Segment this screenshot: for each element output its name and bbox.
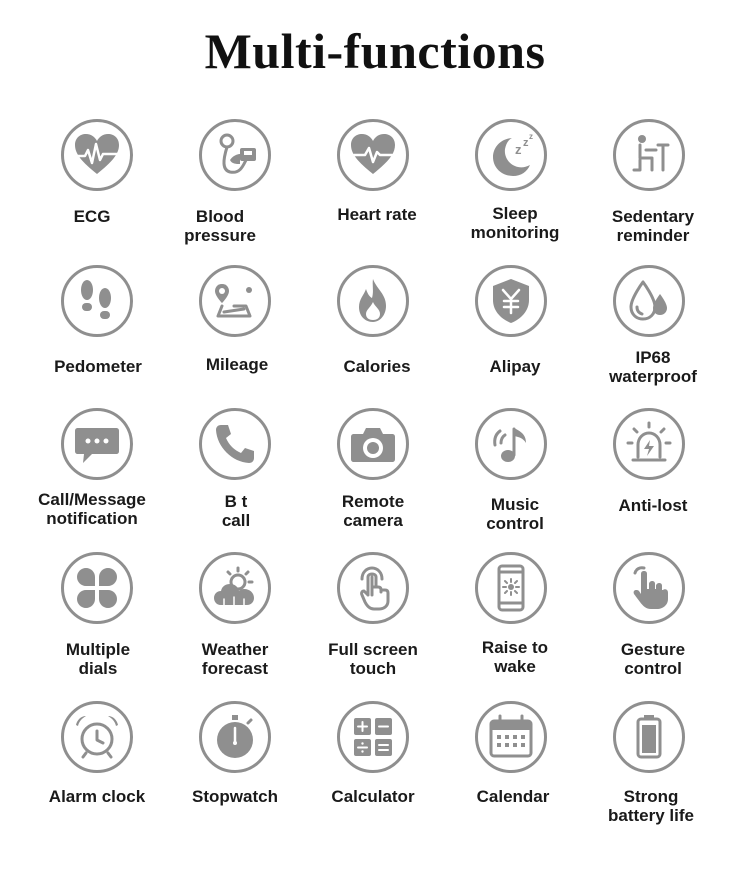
flame-icon [337,265,409,337]
feature-label: Full screen touch [328,640,418,678]
page-title: Multi-functions [204,23,546,79]
feature-label: IP68 waterproof [609,348,697,386]
feature-label: Sleep monitoring [470,204,560,242]
feature-label: Multiple dials [65,640,131,678]
battery-icon [613,701,685,773]
feature-label: Sedentary reminder [611,207,695,245]
feature-label: Calculator [331,787,415,806]
sun-cloud-icon [199,552,271,624]
feature-label: Calories [343,357,411,376]
footprints-icon [61,265,133,337]
calendar-icon [475,701,547,773]
map-route-icon [199,265,271,337]
feature-label: Weather forecast [201,640,269,678]
camera-icon [337,408,409,480]
svg-text:z: z [529,132,533,141]
feature-label: Call/Message notification [38,490,146,528]
phone-screen-icon [475,552,547,624]
feature-label: Alarm clock [48,787,146,806]
feature-label: Gesture control [620,640,686,678]
feature-label: Raise to wake [481,638,549,676]
feature-label: Music control [486,495,544,533]
music-note-icon [475,408,547,480]
svg-text:z: z [523,137,529,149]
sleep-moon-icon [475,119,547,191]
stopwatch-icon [199,701,271,773]
phone-icon [199,408,271,480]
feature-label: Heart rate [337,205,417,224]
feature-label: Remote camera [341,492,405,530]
alarm-siren-icon [613,408,685,480]
yuan-shield-icon [475,265,547,337]
heart-ecg-icon [61,119,133,191]
heart-rate-icon [337,119,409,191]
feature-label: B t call [221,492,251,530]
blood-pressure-icon [199,119,271,191]
touch-hand-icon [337,552,409,624]
feature-label: Blood pressure [184,207,256,245]
calculator-icon [337,701,409,773]
sedentary-person-icon [613,119,685,191]
svg-text:z: z [515,142,522,157]
feature-label: Strong battery life [608,787,694,825]
feature-label: Pedometer [54,357,142,376]
feature-label: Mileage [205,355,269,374]
chat-bubble-icon [61,408,133,480]
alarm-clock-icon [61,701,133,773]
water-drops-icon [613,265,685,337]
feature-label: Alipay [489,357,541,376]
feature-label: ECG [73,207,111,226]
gesture-hand-icon [613,552,685,624]
feature-label: Stopwatch [192,787,278,806]
feature-label: Anti-lost [618,496,688,515]
feature-label: Calendar [476,787,550,806]
four-petal-icon [61,552,133,624]
